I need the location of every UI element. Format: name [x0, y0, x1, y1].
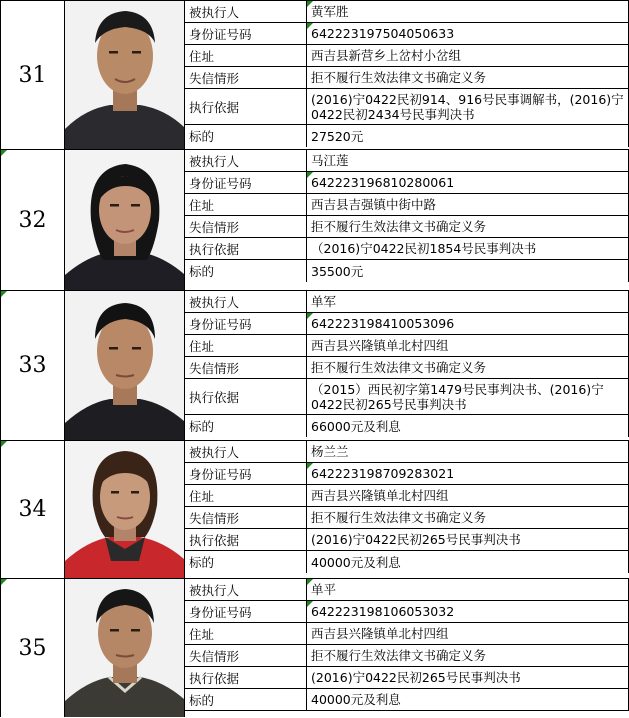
label-status: 失信情形	[185, 357, 307, 378]
value-status: 拒不履行生效法律文书确定义务	[307, 216, 629, 237]
value-name: 单平	[307, 579, 629, 600]
value-basis: (2016)宁0422民初265号民事判决书	[307, 667, 629, 688]
record-fields	[185, 1, 629, 149]
value-name: 杨兰兰	[307, 441, 629, 462]
value-address: 西吉县吉强镇中街中路	[307, 194, 629, 215]
value-basis: (2016)宁0422民初265号民事判决书	[307, 529, 629, 550]
value-status: 拒不履行生效法律文书确定义务	[307, 645, 629, 666]
value-amount: 35500元	[307, 260, 629, 282]
record-fields	[185, 291, 629, 440]
value-amount: 27520元	[307, 125, 629, 147]
value-name: 黄军胜	[307, 1, 629, 22]
record-35	[0, 579, 629, 717]
label-amount: 标的	[185, 415, 307, 437]
person-photo	[65, 291, 185, 440]
record-number: 31	[0, 1, 65, 149]
label-address: 住址	[185, 623, 307, 644]
label-id: 身份证号码	[185, 172, 307, 193]
record-33	[0, 291, 629, 441]
label-id: 身份证号码	[185, 601, 307, 622]
person-photo	[65, 150, 185, 290]
value-basis: (2016)宁0422民初914、916号民事调解书，(2016)宁0422民初2434号民事判决书	[307, 89, 629, 124]
label-status: 失信情形	[185, 67, 307, 88]
label-address: 住址	[185, 335, 307, 356]
record-32	[0, 150, 629, 291]
value-address: 西吉县新营乡上岔村小岔组	[307, 45, 629, 66]
person-photo	[65, 441, 185, 578]
label-address: 住址	[185, 485, 307, 506]
record-fields	[185, 579, 629, 717]
label-address: 住址	[185, 194, 307, 215]
label-amount: 标的	[185, 551, 307, 573]
value-id: 642223196810280061	[307, 172, 629, 193]
value-id: 642223198106053032	[307, 601, 629, 622]
record-fields	[185, 150, 629, 290]
label-status: 失信情形	[185, 645, 307, 666]
value-status: 拒不履行生效法律文书确定义务	[307, 507, 629, 528]
label-id: 身份证号码	[185, 313, 307, 334]
value-amount: 66000元及利息	[307, 415, 629, 437]
value-id: 642223198709283021	[307, 463, 629, 484]
label-name: 被执行人	[185, 291, 307, 312]
value-amount: 40000元及利息	[307, 551, 629, 573]
record-number: 33	[0, 291, 65, 440]
label-name: 被执行人	[185, 579, 307, 600]
person-photo	[65, 1, 185, 149]
label-basis: 执行依据	[185, 667, 307, 688]
label-id: 身份证号码	[185, 23, 307, 44]
label-basis: 执行依据	[185, 529, 307, 550]
value-address: 西吉县兴隆镇单北村四组	[307, 623, 629, 644]
value-status: 拒不履行生效法律文书确定义务	[307, 67, 629, 88]
label-basis: 执行依据	[185, 238, 307, 259]
value-address: 西吉县兴隆镇单北村四组	[307, 335, 629, 356]
record-fields	[185, 441, 629, 578]
value-status: 拒不履行生效法律文书确定义务	[307, 357, 629, 378]
value-address: 西吉县兴隆镇单北村四组	[307, 485, 629, 506]
value-basis: （2016)宁0422民初1854号民事判决书	[307, 238, 629, 259]
record-number: 35	[0, 579, 65, 717]
record-31	[0, 0, 629, 150]
label-name: 被执行人	[185, 150, 307, 171]
label-id: 身份证号码	[185, 463, 307, 484]
label-amount: 标的	[185, 260, 307, 282]
label-basis: 执行依据	[185, 89, 307, 124]
record-34	[0, 441, 629, 579]
person-photo	[65, 579, 185, 717]
label-amount: 标的	[185, 689, 307, 710]
value-id: 642223197504050633	[307, 23, 629, 44]
record-number: 32	[0, 150, 65, 290]
value-amount: 40000元及利息	[307, 689, 629, 710]
label-status: 失信情形	[185, 216, 307, 237]
label-amount: 标的	[185, 125, 307, 147]
value-name: 单军	[307, 291, 629, 312]
value-id: 642223198410053096	[307, 313, 629, 334]
label-address: 住址	[185, 45, 307, 66]
label-status: 失信情形	[185, 507, 307, 528]
record-number: 34	[0, 441, 65, 578]
value-basis: （2015）西民初字第1479号民事判决书、(2016)宁0422民初265号民事判决书	[307, 379, 629, 414]
label-basis: 执行依据	[185, 379, 307, 414]
label-name: 被执行人	[185, 1, 307, 22]
label-name: 被执行人	[185, 441, 307, 462]
value-name: 马江莲	[307, 150, 629, 171]
